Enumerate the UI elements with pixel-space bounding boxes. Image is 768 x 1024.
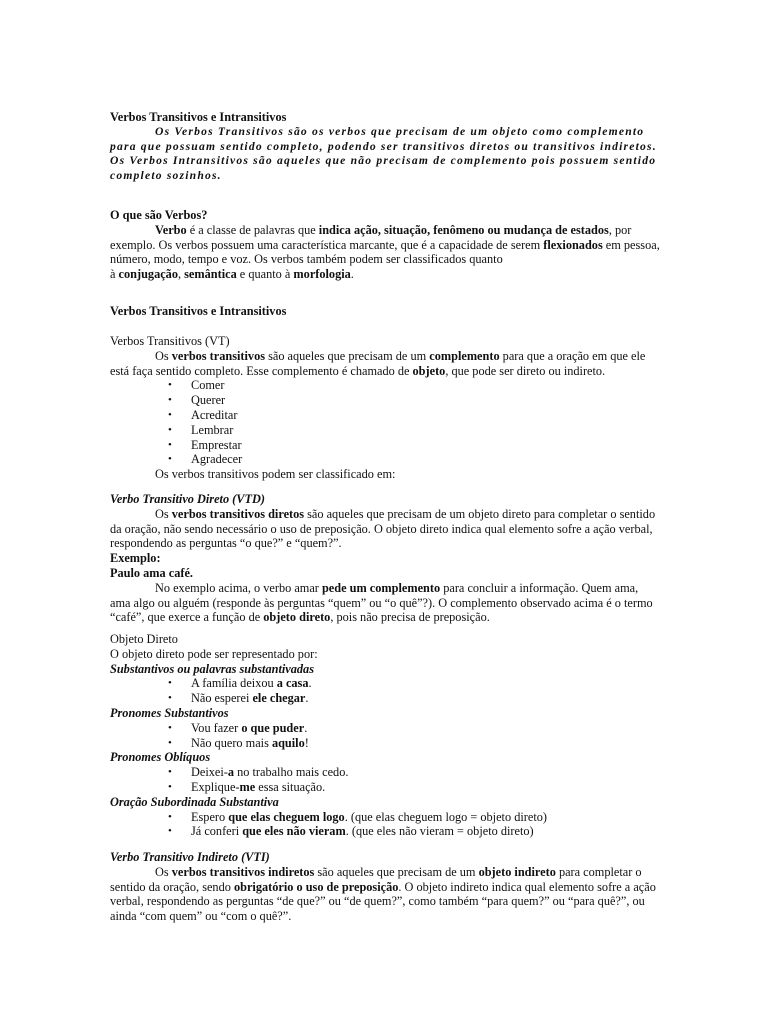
list-item: • Explique-me essa situação. — [168, 779, 326, 794]
list-item: • Emprestar — [168, 437, 242, 452]
bullet-icon: • — [168, 408, 172, 421]
od-group-list — [110, 810, 660, 840]
intro-section — [110, 110, 660, 184]
intro-paragraph: Os Verbos Transitivos são os verbos que precisam de um objeto como complemento para que possuam sentido completo, podendo ser transitivos diretos ou transitivos indiretos. Os Verbos Intransitivos são aqueles que não precisam de complemento pois possuem sentido completo sozinhos. — [110, 124, 657, 183]
exemplo-label: Exemplo: — [110, 551, 161, 566]
od-group-title: Substantivos ou palavras substantivadas — [110, 661, 314, 676]
od-group-list — [110, 676, 660, 706]
vtd-paragraph: Os verbos transitivos diretos são aqueles que precisam de um objeto direto para completar o sentido da oração, não sendo necessário o uso de preposição. O objeto direto indica qual elemento sofre a ação verbal, respondendo as perguntas “o que?” e “quem?”. — [110, 506, 656, 551]
od-group-list — [110, 721, 660, 751]
bullet-icon: • — [168, 766, 172, 779]
od-group-title: Pronomes Substantivos — [110, 705, 229, 720]
exemplo-explanation: No exemplo acima, o verbo amar pede um complemento para concluir a informação. Quem ama, ama algo ou alguém (responde às perguntas “quem” ou “o quê”?). O complemento observado acima é o termo “café”, que exerce a função de objeto direto, pois não precisa de preposição. — [110, 580, 653, 625]
vtd-section — [110, 492, 660, 625]
vt-section — [110, 334, 660, 482]
section-title: Verbos Transitivos e Intransitivos — [110, 304, 287, 318]
list-item: • Vou fazer o que puder. — [168, 720, 308, 735]
vt-closing: Os verbos transitivos podem ser classificado em: — [155, 467, 396, 482]
bullet-icon: • — [168, 438, 172, 451]
vt-paragraph: Os verbos transitivos são aqueles que precisam de um complemento para que a oração em que ele está faça sentido completo. Esse complemento é chamado de objeto, que pode ser direto ou indireto. — [110, 348, 646, 378]
bullet-icon: • — [168, 825, 172, 838]
bullet-icon: • — [168, 721, 172, 734]
od-group-title: Pronomes Oblíquos — [110, 750, 211, 765]
od-group-title: Oração Subordinada Substantiva — [110, 794, 279, 809]
list-item: • A família deixou a casa. — [168, 676, 312, 691]
verbos-heading: O que são Verbos? — [110, 208, 208, 222]
list-item: • Espero que elas cheguem logo. (que elas cheguem logo = objeto direto) — [168, 809, 547, 824]
list-item: • Comer — [168, 378, 225, 393]
bullet-icon: • — [168, 453, 172, 466]
vti-section — [110, 850, 660, 924]
list-item: • Acreditar — [168, 407, 238, 422]
verbos-paragraph: Verbo é a classe de palavras que indica ação, situação, fenômeno ou mudança de estados, por exemplo. Os verbos possuem uma característica marcante, que é a capacidade de serem flexionados em pessoa, número, modo, tempo e voz. Os verbos também podem ser classificados quanto — [110, 222, 660, 267]
document-title: Verbos Transitivos e Intransitivos — [110, 110, 287, 124]
verbos-section — [110, 208, 660, 282]
bullet-icon: • — [168, 692, 172, 705]
vti-heading: Verbo Transitivo Indireto (VTI) — [110, 850, 270, 864]
od-section — [110, 632, 660, 839]
bullet-icon: • — [168, 379, 172, 392]
list-item: • Querer — [168, 393, 226, 408]
exemplo-sentence: Paulo ama café. — [110, 565, 193, 580]
list-item: • Não quero mais aquilo! — [168, 735, 309, 750]
vti-paragraph: Os verbos transitivos indiretos são aqueles que precisam de um objeto indireto para completar o sentido da oração, sendo obrigatório o uso de preposição. O objeto indireto indica qual elemento sofre a ação verbal, respondendo as perguntas “de que?” ou “de quem?”, como também “para quem?” ou “para quê?”, ou ainda “com quem” ou “com o quê?”. — [110, 864, 656, 924]
vt-example-list — [110, 378, 660, 467]
od-intro: O objeto direto pode ser representado por: — [110, 646, 318, 661]
list-item: • Já conferi que eles não vieram. (que eles não vieram = objeto direto) — [168, 824, 534, 839]
verbos-paragraph-end: à conjugação, semântica e quanto à morfologia. — [110, 267, 354, 282]
bullet-icon: • — [168, 677, 172, 690]
bullet-icon: • — [168, 423, 172, 436]
vtd-heading: Verbo Transitivo Direto (VTD) — [110, 492, 265, 506]
list-item: • Lembrar — [168, 422, 234, 437]
section-title-2 — [110, 304, 660, 319]
bullet-icon: • — [168, 736, 172, 749]
vt-heading: Verbos Transitivos (VT) — [110, 334, 230, 348]
list-item: • Agradecer — [168, 452, 243, 467]
bullet-icon: • — [168, 394, 172, 407]
bullet-icon: • — [168, 780, 172, 793]
list-item: • Não esperei ele chegar. — [168, 691, 309, 706]
od-heading: Objeto Direto — [110, 632, 178, 646]
od-group-list — [110, 765, 660, 795]
bullet-icon: • — [168, 810, 172, 823]
list-item: • Deixei-a no trabalho mais cedo. — [168, 765, 349, 780]
